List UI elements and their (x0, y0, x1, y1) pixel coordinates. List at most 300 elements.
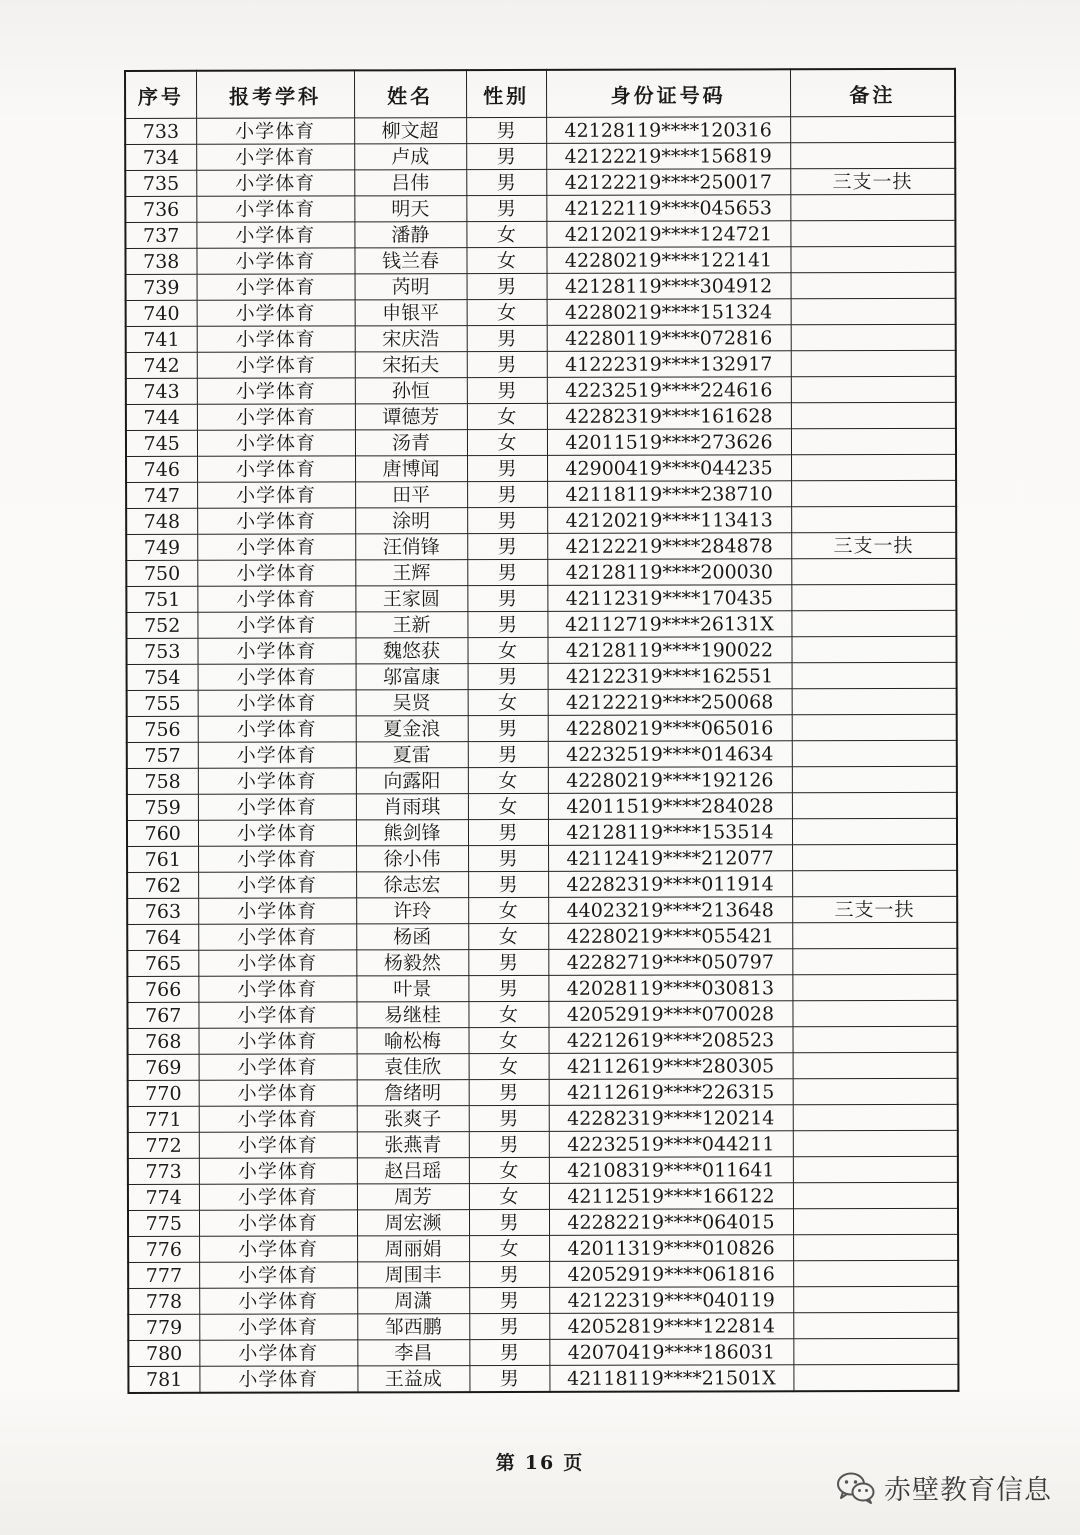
cell-remarks (793, 1182, 958, 1208)
cell-name: 卢成 (354, 144, 466, 170)
cell-subject: 小学体育 (198, 716, 356, 742)
cell-subject: 小学体育 (198, 690, 356, 716)
cell-id-number: 42280219****151324 (547, 299, 791, 326)
cell-subject: 小学体育 (198, 820, 356, 846)
cell-name: 周丽娟 (357, 1236, 469, 1262)
cell-subject: 小学体育 (196, 170, 354, 196)
cell-serial-number: 742 (126, 352, 197, 378)
cell-subject: 小学体育 (196, 248, 354, 274)
table-row (128, 1286, 958, 1314)
table-row (125, 168, 955, 196)
table-row (128, 1156, 958, 1184)
cell-remarks (792, 870, 957, 896)
cell-gender: 女 (469, 1157, 549, 1183)
table-row (127, 740, 957, 768)
cell-subject: 小学体育 (198, 950, 356, 976)
cell-remarks (790, 194, 955, 220)
cell-remarks (792, 844, 957, 870)
cell-subject: 小学体育 (198, 742, 356, 768)
cell-name: 田平 (355, 482, 467, 508)
cell-name: 杨函 (356, 924, 468, 950)
cell-remarks (791, 402, 956, 428)
cell-id-number: 42122319****162551 (548, 663, 792, 690)
cell-name: 潘静 (354, 222, 466, 248)
cell-serial-number: 763 (127, 898, 198, 924)
cell-gender: 女 (469, 1027, 549, 1053)
table-row (126, 454, 956, 482)
cell-gender: 女 (468, 793, 548, 819)
table-row (126, 584, 956, 612)
cell-name: 徐小伟 (356, 846, 468, 872)
cell-name: 杨毅然 (356, 950, 468, 976)
cell-subject: 小学体育 (197, 326, 355, 352)
cell-subject: 小学体育 (199, 1106, 357, 1132)
cell-serial-number: 779 (128, 1314, 199, 1340)
cell-id-number: 42128119****304912 (547, 273, 791, 300)
cell-gender: 男 (467, 533, 547, 559)
cell-subject: 小学体育 (199, 1132, 357, 1158)
footer-suffix: 页 (563, 1452, 585, 1474)
cell-name: 申银平 (355, 300, 467, 326)
cell-serial-number: 750 (126, 560, 197, 586)
table-row (128, 1130, 958, 1158)
cell-gender: 男 (469, 1079, 549, 1105)
page-number: 16 (524, 1452, 556, 1474)
cell-gender: 男 (467, 351, 547, 377)
cell-serial-number: 755 (127, 690, 198, 716)
table-row (126, 532, 956, 560)
table-row (126, 558, 956, 586)
cell-gender: 男 (468, 741, 548, 767)
table-row (128, 1260, 958, 1288)
table-row (126, 610, 956, 638)
cell-gender: 男 (469, 1209, 549, 1235)
cell-id-number: 42128119****190022 (547, 637, 791, 664)
cell-id-number: 42282319****161628 (547, 403, 791, 430)
cell-gender: 男 (468, 949, 548, 975)
cell-name: 王家圆 (355, 586, 467, 612)
cell-subject: 小学体育 (199, 1366, 357, 1393)
cell-id-number: 42011519****273626 (547, 429, 791, 456)
table-row (127, 818, 957, 846)
cell-gender: 女 (468, 767, 548, 793)
cell-id-number: 42011519****284028 (548, 793, 792, 820)
cell-remarks (791, 428, 956, 454)
cell-name: 向露阳 (356, 768, 468, 794)
cell-subject: 小学体育 (198, 924, 356, 950)
cell-serial-number: 739 (126, 274, 197, 300)
cell-gender: 男 (467, 507, 547, 533)
cell-serial-number: 733 (125, 118, 196, 144)
cell-id-number: 42280219****122141 (546, 247, 790, 274)
cell-name: 夏金浪 (356, 716, 468, 742)
cell-serial-number: 758 (127, 768, 198, 794)
cell-subject: 小学体育 (198, 794, 356, 820)
cell-serial-number: 778 (128, 1288, 199, 1314)
cell-subject: 小学体育 (198, 664, 356, 690)
cell-id-number: 42122319****040119 (549, 1287, 793, 1314)
cell-serial-number: 766 (127, 976, 198, 1002)
cell-subject: 小学体育 (197, 482, 355, 508)
cell-id-number: 42052919****070028 (548, 1001, 792, 1028)
cell-remarks (793, 1338, 958, 1364)
cell-remarks (793, 1052, 958, 1078)
cell-name: 李昌 (357, 1340, 469, 1366)
cell-gender: 女 (469, 1235, 549, 1261)
cell-name: 柳文超 (354, 118, 466, 144)
cell-id-number: 42112319****170435 (547, 585, 791, 612)
roster-table (124, 68, 959, 1394)
cell-serial-number: 744 (126, 404, 197, 430)
table-row (127, 844, 957, 872)
cell-name: 詹绪明 (357, 1080, 469, 1106)
watermark-text: 赤壁教育信息 (884, 1475, 1052, 1506)
cell-name: 张爽子 (357, 1106, 469, 1132)
cell-name: 王新 (355, 612, 467, 638)
cell-id-number: 42052919****061816 (549, 1261, 793, 1288)
cell-serial-number: 773 (128, 1158, 199, 1184)
cell-name: 吴贤 (356, 690, 468, 716)
cell-gender: 女 (468, 897, 548, 923)
cell-gender: 女 (469, 1053, 549, 1079)
cell-id-number: 42280219****055421 (548, 923, 792, 950)
cell-name: 宋庆浩 (355, 326, 467, 352)
cell-id-number: 42280219****192126 (548, 767, 792, 794)
cell-gender: 女 (466, 247, 546, 273)
cell-serial-number: 735 (125, 170, 196, 196)
cell-gender: 男 (468, 819, 548, 845)
cell-serial-number: 761 (127, 846, 198, 872)
cell-subject: 小学体育 (199, 1028, 357, 1054)
cell-remarks (792, 766, 957, 792)
cell-id-number: 42118119****21501X (549, 1365, 793, 1392)
cell-remarks (791, 376, 956, 402)
cell-name: 王辉 (355, 560, 467, 586)
cell-id-number: 42212619****208523 (549, 1027, 793, 1054)
cell-serial-number: 780 (128, 1340, 199, 1366)
cell-serial-number: 756 (127, 716, 198, 742)
cell-id-number: 41222319****132917 (547, 351, 791, 378)
cell-id-number: 42232519****224616 (547, 377, 791, 404)
cell-remarks (792, 948, 957, 974)
cell-name: 芮明 (355, 274, 467, 300)
header-serial-number: 序号 (125, 71, 196, 119)
cell-remarks (792, 662, 957, 688)
cell-subject: 小学体育 (196, 222, 354, 248)
cell-remarks (793, 1312, 958, 1338)
cell-gender: 女 (466, 221, 546, 247)
cell-serial-number: 743 (126, 378, 197, 404)
cell-name: 明天 (354, 196, 466, 222)
cell-remarks (791, 324, 956, 350)
cell-id-number: 42232519****014634 (548, 741, 792, 768)
cell-name: 涂明 (355, 508, 467, 534)
cell-gender: 男 (468, 845, 548, 871)
cell-subject: 小学体育 (199, 1314, 357, 1340)
cell-id-number: 42070419****186031 (549, 1339, 793, 1366)
cell-id-number: 42282319****120214 (549, 1105, 793, 1132)
cell-subject: 小学体育 (198, 768, 356, 794)
cell-remarks (793, 1260, 958, 1286)
cell-serial-number: 740 (126, 300, 197, 326)
table-body (125, 116, 958, 1393)
table-row (128, 1104, 958, 1132)
table-row (127, 714, 957, 742)
cell-id-number: 42052819****122814 (549, 1313, 793, 1340)
cell-gender: 男 (469, 1131, 549, 1157)
cell-remarks (793, 1364, 958, 1391)
cell-id-number: 42900419****044235 (547, 455, 791, 482)
table-row (127, 1000, 957, 1028)
table-row (126, 506, 956, 534)
cell-name: 易继桂 (356, 1002, 468, 1028)
cell-serial-number: 753 (126, 638, 197, 664)
cell-gender: 女 (467, 637, 547, 663)
cell-remarks (792, 818, 957, 844)
cell-id-number: 42120219****124721 (546, 221, 790, 248)
cell-subject: 小学体育 (199, 1262, 357, 1288)
cell-subject: 小学体育 (197, 508, 355, 534)
table-row (127, 948, 957, 976)
cell-id-number: 42112519****166122 (549, 1183, 793, 1210)
cell-gender: 女 (468, 1001, 548, 1027)
cell-remarks (792, 688, 957, 714)
cell-name: 钱兰春 (354, 248, 466, 274)
cell-serial-number: 749 (126, 534, 197, 560)
cell-gender: 男 (467, 455, 547, 481)
cell-subject: 小学体育 (199, 1340, 357, 1366)
table-row (127, 766, 957, 794)
cell-name: 王益成 (357, 1366, 469, 1393)
cell-serial-number: 738 (125, 248, 196, 274)
cell-serial-number: 741 (126, 326, 197, 352)
cell-id-number: 42282219****064015 (549, 1209, 793, 1236)
cell-gender: 男 (469, 1339, 549, 1365)
cell-subject: 小学体育 (198, 976, 356, 1002)
cell-id-number: 42112619****226315 (549, 1079, 793, 1106)
cell-serial-number: 751 (126, 586, 197, 612)
cell-gender: 男 (467, 481, 547, 507)
cell-subject: 小学体育 (197, 404, 355, 430)
cell-name: 汪俏锋 (355, 534, 467, 560)
cell-remarks: 三支一扶 (792, 896, 957, 922)
cell-remarks (791, 298, 956, 324)
cell-gender: 男 (469, 1313, 549, 1339)
cell-name: 吕伟 (354, 170, 466, 196)
cell-name: 邹西鹏 (357, 1314, 469, 1340)
cell-remarks (790, 246, 955, 272)
cell-gender: 女 (468, 689, 548, 715)
cell-gender: 男 (467, 325, 547, 351)
cell-remarks (793, 1286, 958, 1312)
watermark (836, 1468, 1052, 1507)
header-subject: 报考学科 (196, 70, 354, 118)
cell-gender: 男 (467, 585, 547, 611)
cell-remarks: 三支一扶 (790, 168, 955, 194)
cell-gender: 男 (466, 117, 546, 143)
cell-serial-number: 772 (128, 1132, 199, 1158)
cell-gender: 男 (467, 559, 547, 585)
table-row (127, 870, 957, 898)
cell-remarks (791, 454, 956, 480)
cell-subject: 小学体育 (196, 118, 354, 144)
table-row (125, 142, 955, 170)
cell-serial-number: 771 (128, 1106, 199, 1132)
cell-name: 周潇 (357, 1288, 469, 1314)
cell-id-number: 42122119****045653 (546, 195, 790, 222)
cell-remarks (792, 1000, 957, 1026)
cell-serial-number: 748 (126, 508, 197, 534)
cell-name: 袁佳欣 (357, 1054, 469, 1080)
cell-remarks (791, 584, 956, 610)
table-row (128, 1234, 958, 1262)
wechat-icon (836, 1471, 876, 1505)
cell-serial-number: 764 (127, 924, 198, 950)
cell-subject: 小学体育 (199, 1080, 357, 1106)
cell-remarks: 三支一扶 (791, 532, 956, 558)
table-row (128, 1208, 958, 1236)
header-id-number: 身份证号码 (546, 69, 790, 117)
cell-remarks (793, 1234, 958, 1260)
cell-gender: 女 (468, 923, 548, 949)
cell-subject: 小学体育 (198, 1002, 356, 1028)
cell-serial-number: 767 (127, 1002, 198, 1028)
cell-serial-number: 757 (127, 742, 198, 768)
table-row (126, 376, 956, 404)
table-row (125, 116, 955, 144)
table-row (128, 1182, 958, 1210)
cell-id-number: 42108319****011641 (549, 1157, 793, 1184)
cell-gender: 男 (467, 377, 547, 403)
cell-id-number: 42282719****050797 (548, 949, 792, 976)
cell-gender: 女 (467, 403, 547, 429)
cell-id-number: 42112419****212077 (548, 845, 792, 872)
cell-serial-number: 769 (128, 1054, 199, 1080)
cell-subject: 小学体育 (199, 1184, 357, 1210)
cell-name: 魏悠获 (355, 638, 467, 664)
cell-subject: 小学体育 (199, 1288, 357, 1314)
cell-subject: 小学体育 (199, 1236, 357, 1262)
cell-remarks (791, 506, 956, 532)
cell-subject: 小学体育 (199, 1210, 357, 1236)
table-row (128, 1078, 958, 1106)
cell-serial-number: 737 (125, 222, 196, 248)
cell-remarks (791, 558, 956, 584)
header-gender: 性别 (466, 70, 546, 118)
table-row (126, 350, 956, 378)
cell-serial-number: 760 (127, 820, 198, 846)
table-row (128, 1312, 958, 1340)
table-row (126, 480, 956, 508)
cell-id-number: 42112619****280305 (549, 1053, 793, 1080)
cell-name: 周芳 (357, 1184, 469, 1210)
cell-serial-number: 759 (127, 794, 198, 820)
cell-serial-number: 734 (125, 144, 196, 170)
cell-id-number: 42112719****26131X (547, 611, 791, 638)
cell-name: 汤青 (355, 430, 467, 456)
cell-remarks (793, 1130, 958, 1156)
cell-id-number: 42128119****153514 (548, 819, 792, 846)
cell-gender: 男 (466, 195, 546, 221)
table-row (127, 688, 957, 716)
table-row (128, 1338, 958, 1366)
cell-gender: 女 (467, 299, 547, 325)
cell-serial-number: 777 (128, 1262, 199, 1288)
table-row (126, 636, 956, 664)
cell-subject: 小学体育 (196, 196, 354, 222)
cell-name: 叶景 (356, 976, 468, 1002)
cell-gender: 男 (469, 1261, 549, 1287)
cell-subject: 小学体育 (197, 274, 355, 300)
cell-name: 周围丰 (357, 1262, 469, 1288)
cell-gender: 男 (466, 143, 546, 169)
table-row (126, 272, 956, 300)
table-row (128, 1052, 958, 1080)
cell-id-number: 42122219****250068 (548, 689, 792, 716)
cell-subject: 小学体育 (197, 534, 355, 560)
cell-serial-number: 776 (128, 1236, 199, 1262)
cell-remarks (793, 1026, 958, 1052)
cell-id-number: 42128119****120316 (546, 117, 790, 144)
cell-remarks (792, 974, 957, 1000)
cell-id-number: 42028119****030813 (548, 975, 792, 1002)
cell-name: 唐博闻 (355, 456, 467, 482)
table-row (126, 324, 956, 352)
cell-serial-number: 752 (126, 612, 197, 638)
cell-subject: 小学体育 (196, 144, 354, 170)
cell-name: 宋拓夫 (355, 352, 467, 378)
cell-subject: 小学体育 (199, 1158, 357, 1184)
cell-gender: 男 (468, 663, 548, 689)
cell-serial-number: 762 (127, 872, 198, 898)
cell-name: 喻松梅 (357, 1028, 469, 1054)
cell-id-number: 42122219****284878 (547, 533, 791, 560)
cell-remarks (791, 272, 956, 298)
cell-subject: 小学体育 (198, 898, 356, 924)
table-row (127, 792, 957, 820)
cell-serial-number: 745 (126, 430, 197, 456)
cell-gender: 男 (469, 1287, 549, 1313)
cell-id-number: 42128119****200030 (547, 559, 791, 586)
cell-remarks (791, 610, 956, 636)
cell-serial-number: 754 (127, 664, 198, 690)
table-row (128, 1026, 958, 1054)
table-row (127, 974, 957, 1002)
cell-subject: 小学体育 (197, 638, 355, 664)
cell-subject: 小学体育 (197, 430, 355, 456)
cell-serial-number: 781 (128, 1366, 199, 1393)
table-row (125, 194, 955, 222)
cell-remarks (790, 142, 955, 168)
table-row (128, 1364, 958, 1393)
cell-remarks (792, 740, 957, 766)
cell-id-number: 42011319****010826 (549, 1235, 793, 1262)
cell-remarks (792, 792, 957, 818)
cell-remarks (790, 116, 955, 142)
cell-name: 许玲 (356, 898, 468, 924)
footer-prefix: 第 (495, 1452, 517, 1474)
cell-serial-number: 774 (128, 1184, 199, 1210)
cell-remarks (793, 1104, 958, 1130)
cell-gender: 女 (467, 429, 547, 455)
cell-subject: 小学体育 (198, 846, 356, 872)
cell-subject: 小学体育 (197, 300, 355, 326)
cell-remarks (791, 636, 956, 662)
cell-serial-number: 746 (126, 456, 197, 482)
cell-id-number: 42122219****156819 (546, 143, 790, 170)
cell-name: 张燕青 (357, 1132, 469, 1158)
cell-subject: 小学体育 (198, 872, 356, 898)
